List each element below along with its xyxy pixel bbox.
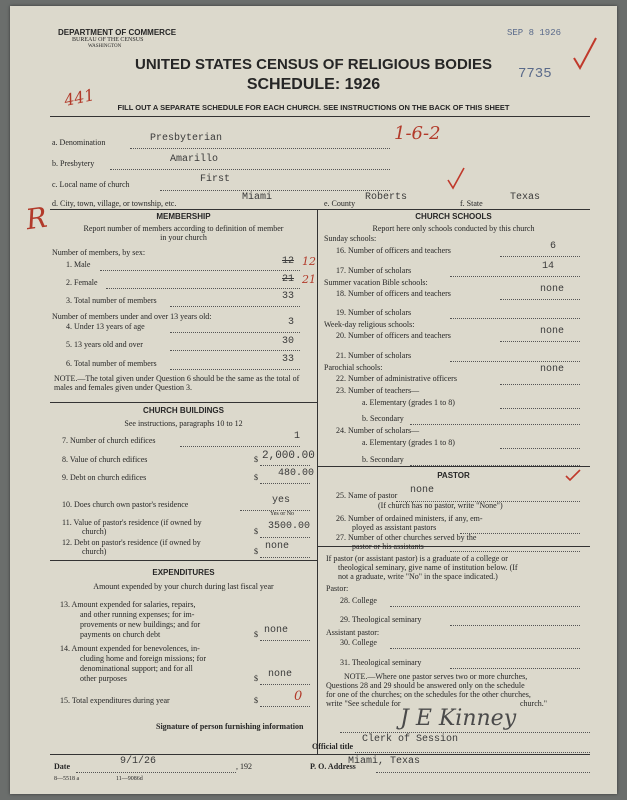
q22-label: 22. Number of administrative officers	[336, 374, 457, 383]
q4-label: 4. Under 13 years of age	[66, 322, 145, 331]
q24a-label: a. Elementary (grades 1 to 8)	[362, 438, 455, 447]
state-label: f. State	[460, 199, 483, 208]
q2-label: 2. Female	[66, 278, 98, 287]
q15-value: 0	[294, 689, 303, 704]
expenditures-title: EXPENDITURES	[152, 568, 215, 577]
form-number: 8—5518 a	[54, 776, 80, 782]
county-value: Roberts	[365, 192, 408, 203]
grad-intro-c: not a graduate, write "No" in the space indicated.)	[338, 572, 498, 581]
weekday-label: Week-day religious schools:	[324, 320, 415, 329]
q10-label: 10. Does church own pastor's residence	[62, 500, 189, 509]
print-number: 11—9086d	[116, 776, 143, 782]
hand-note-r: R	[23, 200, 50, 237]
date-label: Date	[54, 762, 70, 771]
q11-value: 3500.00	[268, 521, 311, 532]
received-date-stamp: SEP 8 1926	[507, 28, 562, 38]
divider	[50, 116, 590, 117]
asst-label: Assistant pastor:	[326, 628, 380, 637]
q9-value: 480.00	[278, 468, 315, 479]
q26-label: 26. Number of ordained ministers, if any, em-	[336, 514, 483, 523]
year-label: , 192	[236, 762, 252, 771]
membership-note: NOTE.—The total given under Question 6 should be the same as the total of males and females given under Question 3.	[54, 374, 300, 392]
q4-value: 3	[288, 317, 295, 328]
q1-hand: 12	[302, 255, 316, 268]
q6-label: 6. Total number of members	[66, 359, 157, 368]
grad-intro-b: theological seminary, give name of institution below. (If	[338, 563, 518, 572]
presbytery-label: b. Presbytery	[52, 159, 95, 168]
q12-value: none	[265, 541, 290, 552]
q2-value: 21	[282, 274, 295, 285]
hand-note-441: 441	[62, 85, 97, 110]
grad-intro-a: If pastor (or assistant pastor) is a graduate of a college or	[326, 554, 508, 563]
q29-label: 29. Theological seminary	[340, 615, 422, 624]
q28-label: 28. College	[340, 596, 377, 605]
q6-value: 33	[282, 354, 295, 365]
pastor-note-e: church."	[520, 699, 548, 708]
official-title-value: Clerk of Session	[362, 734, 459, 745]
sunday-label: Sunday schools:	[324, 234, 377, 243]
q13-label-cont: payments on church debt	[80, 630, 161, 639]
file-number-stamp: 7735	[518, 66, 552, 82]
q31-label: 31. Theological seminary	[340, 658, 422, 667]
hand-note-code: 1-6-2	[394, 123, 441, 144]
signature: J E Kinney	[400, 706, 517, 731]
q24-label: 24. Number of scholars—	[336, 426, 420, 435]
state-value: Texas	[510, 192, 541, 203]
q18-value: none	[540, 284, 565, 295]
schools-title: CHURCH SCHOOLS	[415, 212, 492, 221]
form-title: UNITED STATES CENSUS OF RELIGIOUS BODIES	[135, 56, 492, 73]
pastor-note-b: Questions 28 and 29 should be answered only on the schedule	[326, 681, 525, 690]
q11-label-cont: church)	[82, 527, 107, 536]
form-subtitle: SCHEDULE: 1926	[246, 76, 381, 93]
po-address-label: P. O. Address	[310, 762, 356, 771]
denomination-value: Presbyterian	[150, 133, 223, 144]
city-label: d. City, town, village, or township, etc.	[52, 199, 177, 208]
signature-label: Signature of person furnishing information	[156, 722, 304, 731]
q25-note: (If church has no pastor, write "None")	[378, 501, 503, 510]
q14-label-cont: denominational support; and for all	[80, 664, 193, 673]
q17-label: 17. Number of scholars	[336, 266, 412, 275]
q20-label: 20. Number of officers and teachers	[336, 331, 451, 340]
instruction-line: FILL OUT A SEPARATE SCHEDULE FOR EACH CHURCH. SEE INSTRUCTIONS ON THE BACK OF THIS SHEET	[117, 103, 510, 112]
schools-intro: Report here only schools conducted by this church	[372, 224, 535, 233]
q14-label-cont: cluding home and foreign missions; for	[80, 654, 206, 663]
parochial-label: Parochial schools:	[324, 363, 383, 372]
membership-title: MEMBERSHIP	[156, 212, 211, 221]
q2-hand: 21	[302, 273, 316, 286]
q8-label: 8. Value of church edifices	[62, 455, 148, 464]
q8-value: 2,000.00	[262, 450, 315, 462]
q3-label: 3. Total number of members	[66, 296, 157, 305]
dept-label: DEPARTMENT OF COMMERCE	[58, 28, 177, 37]
church-name-label: c. Local name of church	[52, 180, 130, 189]
q25-value: none	[410, 485, 435, 496]
q19-label: 19. Number of scholars	[336, 308, 412, 317]
q13-label: 13. Amount expended for salaries, repairs,	[60, 600, 196, 609]
county-label: e. County	[324, 199, 356, 208]
q23b-label: b. Secondary	[362, 414, 404, 423]
q16-value: 6	[550, 241, 557, 252]
q21-label: 21. Number of scholars	[336, 351, 412, 360]
check-mark-icon	[564, 468, 582, 482]
city-label: WASHINGTON	[88, 44, 122, 49]
q11-label: 11. Value of pastor's residence (if owned by	[62, 518, 202, 527]
q12-label-cont: church)	[82, 547, 107, 556]
q23a-label: a. Elementary (grades 1 to 8)	[362, 398, 455, 407]
date-value: 9/1/26	[120, 756, 157, 767]
q30-label: 30. College	[340, 638, 377, 647]
pastor-title: PASTOR	[437, 471, 470, 480]
q15-label: 15. Total expenditures during year	[60, 696, 170, 705]
q9-label: 9. Debt on church edifices	[62, 473, 147, 482]
pastor-note-d: write "See schedule for	[326, 699, 401, 708]
q27-label-cont: pastor or his assistants	[352, 542, 424, 551]
q14-label: 14. Amount expended for benevolences, in-	[60, 644, 200, 653]
census-form: DEPARTMENT OF COMMERCE BUREAU OF THE CENSUS WASHINGTON UNITED STATES CENSUS OF RELIGIOUS BODIES SCHEDULE: 1926 FILL OUT A SEPARATE SCHEDULE FOR EACH CHURCH. SEE INSTRUCTIONS ON THE BACK OF THIS SHEET SEP 8 1926 7735 441 1-6-2 R a. Denomination Presbyterian b. Presbytery Amarillo c. Local name of church First d. City, town, village, or township, etc. Miami e. County Roberts f. State Texas MEMBERSHIP Report number of members according to definition of member in your church Number of members, by sex: 1. Male 12 12 2. Female 21 21 3. Total number of members 33 Number of members under and over 13 years old: 4. Under 13 years of age 3 5. 13 years old and over 30 6. Total number of members 33 NOTE.—The total given under Question 6 should be the same as the total of males and females given under Question 3. CHURCH BUILDINGS See instructions, paragraphs 10 to 12 7. Number of church edifices 1 8. Value of church edifices $ 2,000.00 9. Debt on church edifices $ 480.00 10. Does church own pastor's residence yes Yes or No 11. Value of pastor's residence (if owned by church) $ 3500.00 12. Debt on pastor's residence (if owned by church) $ none EXPENDITURES Amount expended by your church during last fiscal year 13. Amount expended for salaries, repairs, and other running expenses; for im- provements or new buildings; and for payments on church debt $ none 14. Amount expended for benevolences, in- cluding home and foreign missions; for denominational support; and for all other purposes $ none 15. Total expenditures during year $ 0 CHURCH SCHOOLS Report here only schools conducted by this church Sunday schools: 16. Number of officers and teachers 6 17. Number of scholars 14 Summer vacation Bible schools: 18. Number of officers and teachers none 19. Number of scholars Week-day religious schools: 20. Number of officers and teachers none 21. Number of scholars Parochial schools: 22. Number of administrative officers none 23. Number of teachers— a. Elementary (grades 1 to 8) b. Secondary 24. Number of scholars— a. Elementary (grades 1 to 8) b. Secondary PASTOR 25. Name of pastor none (If church has no pastor, write "None") 26. Number of ordained ministers, if any, em- ployed as assistant pastors 27. Number of other churches served by the pastor or his assistants If pastor (or assistant pastor) is a graduate of a college or theological seminary, give name of institution below. (If not a graduate, write "No" in the space indicated.) Pastor: 28. College 29. Theological seminary Assistant pastor: 30. College 31. Theological seminary NOTE.—Where one pastor serves two or more churches, Questions 28 and 29 should be answered only on the schedule for one of the churches; on the schedules for the other churches, write "See schedule for church." Signature of person furnishing information J E Kinney Official title Clerk of Session Date 9/1/26 , 192 P. O. Address Miami, Texas 8—5518 a 11—9086d	[10, 6, 617, 794]
q13-value: none	[264, 625, 289, 636]
q1-label: 1. Male	[66, 260, 91, 269]
q27-label: 27. Number of other churches served by the	[336, 533, 477, 542]
q22-value: none	[540, 364, 565, 375]
q13-label-cont: provements or new buildings; and for	[80, 620, 201, 629]
q13-label-cont: and other running expenses; for im-	[80, 610, 195, 619]
church-name-value: First	[200, 174, 231, 185]
presbytery-value: Amarillo	[170, 154, 219, 165]
pastor-note-a: NOTE.—Where one pastor serves two or more churches,	[344, 672, 528, 681]
q23-label: 23. Number of teachers—	[336, 386, 420, 395]
yes-no-hint: Yes or No	[270, 511, 295, 517]
q7-label: 7. Number of church edifices	[62, 436, 156, 445]
q20-value: none	[540, 326, 565, 337]
check-mark-icon	[446, 166, 466, 192]
q24b-label: b. Secondary	[362, 455, 404, 464]
q1-value: 12	[282, 256, 295, 267]
expenditures-intro: Amount expended by your church during last fiscal year	[93, 582, 274, 591]
po-address-value: Miami, Texas	[348, 756, 421, 767]
q7-value: 1	[294, 431, 301, 442]
summer-label: Summer vacation Bible schools:	[324, 278, 428, 287]
q17-value: 14	[542, 261, 555, 272]
buildings-intro: See instructions, paragraphs 10 to 12	[124, 419, 243, 428]
q26-label-cont: ployed as assistant pastors	[352, 523, 437, 532]
age-intro: Number of members under and over 13 years old:	[52, 312, 212, 321]
by-sex-label: Number of members, by sex:	[52, 248, 146, 257]
bureau-label: BUREAU OF THE CENSUS	[72, 37, 144, 43]
buildings-title: CHURCH BUILDINGS	[143, 406, 224, 415]
membership-intro: Report number of members according to definition of member in your church	[83, 224, 284, 242]
q25-label: 25. Name of pastor	[336, 491, 398, 500]
q5-value: 30	[282, 336, 295, 347]
city-value: Miami	[242, 192, 273, 203]
q14-value: none	[268, 669, 293, 680]
q12-label: 12. Debt on pastor's residence (if owned by	[62, 538, 201, 547]
q18-label: 18. Number of officers and teachers	[336, 289, 451, 298]
denomination-label: a. Denomination	[52, 138, 106, 147]
q10-value: yes	[272, 495, 291, 506]
check-mark-icon	[570, 36, 600, 76]
official-title-label: Official title	[312, 742, 354, 751]
q16-label: 16. Number of officers and teachers	[336, 246, 451, 255]
q14-label-cont: other purposes	[80, 674, 127, 683]
pastor-label: Pastor:	[326, 584, 349, 593]
q5-label: 5. 13 years old and over	[66, 340, 143, 349]
q3-value: 33	[282, 291, 295, 302]
pastor-note-c: for one of the churches; on the schedules for the other churches,	[326, 690, 531, 699]
